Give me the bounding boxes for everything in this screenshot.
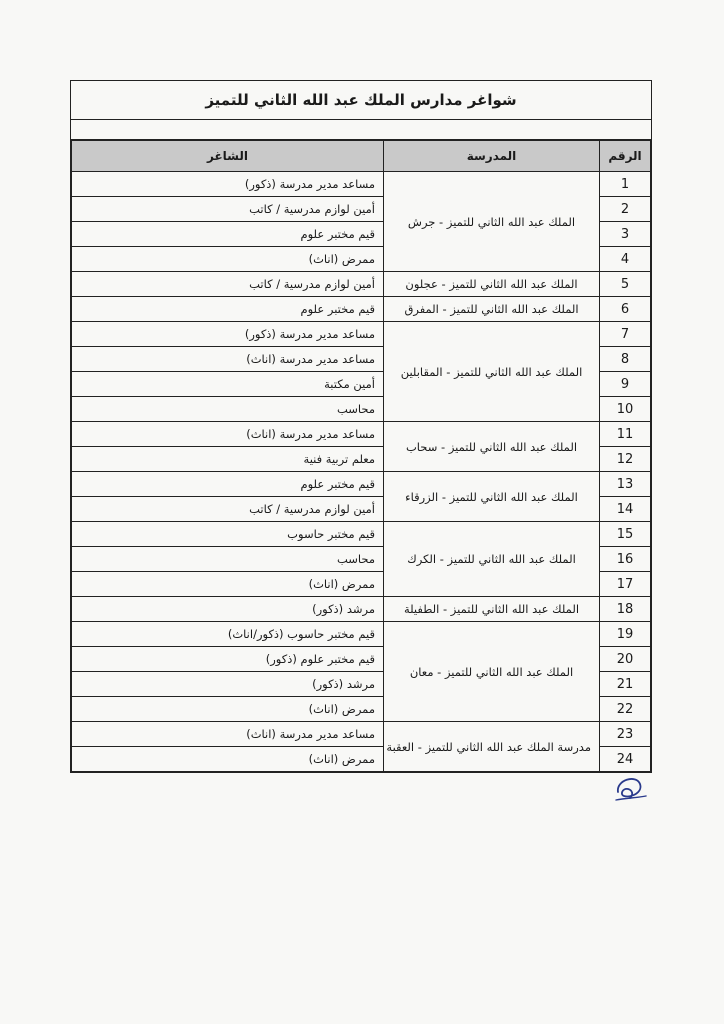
vacancy-title: معلم تربية فنية (72, 447, 384, 472)
vacancies-table (71, 140, 651, 772)
vacancy-title: مرشد (ذكور) (72, 672, 384, 697)
row-number: 9 (600, 372, 651, 397)
table-row (72, 622, 651, 647)
document-title: شواغر مدارس الملك عبد الله الثاني للتميز (71, 81, 651, 120)
table-row (72, 722, 651, 747)
table-row (72, 597, 651, 622)
school-name: الملك عبد الله الثاني للتميز - سحاب (384, 422, 600, 472)
vacancy-title: مساعد مدير مدرسة (ذكور) (72, 322, 384, 347)
row-number: 17 (600, 572, 651, 597)
table-body (72, 172, 651, 772)
row-number: 10 (600, 397, 651, 422)
row-number: 16 (600, 547, 651, 572)
vacancy-title: مساعد مدير مدرسة (اناث) (72, 347, 384, 372)
header-school: المدرسة (384, 141, 600, 172)
vacancy-title: مرشد (ذكور) (72, 597, 384, 622)
school-name: الملك عبد الله الثاني للتميز - المفرق (384, 297, 600, 322)
row-number: 23 (600, 722, 651, 747)
vacancy-title: أمين لوازم مدرسية / كاتب (72, 272, 384, 297)
blank-separator-row (71, 120, 651, 140)
row-number: 4 (600, 247, 651, 272)
school-name: الملك عبد الله الثاني للتميز - الزرقاء (384, 472, 600, 522)
vacancy-title: ممرض (اناث) (72, 697, 384, 722)
vacancy-title: قيم مختبر علوم (72, 472, 384, 497)
row-number: 19 (600, 622, 651, 647)
row-number: 7 (600, 322, 651, 347)
table-row (72, 322, 651, 347)
table-row (72, 172, 651, 197)
vacancy-title: ممرض (اناث) (72, 247, 384, 272)
row-number: 20 (600, 647, 651, 672)
vacancy-title: أمين لوازم مدرسية / كاتب (72, 197, 384, 222)
row-number: 3 (600, 222, 651, 247)
row-number: 2 (600, 197, 651, 222)
vacancy-title: قيم مختبر علوم (72, 297, 384, 322)
school-name: مدرسة الملك عبد الله الثاني للتميز - العقبة (384, 722, 600, 772)
row-number: 24 (600, 747, 651, 772)
vacancy-title: قيم مختبر حاسوب (ذكور/اناث) (72, 622, 384, 647)
vacancy-title: محاسب (72, 547, 384, 572)
vacancy-title: مساعد مدير مدرسة (اناث) (72, 422, 384, 447)
row-number: 8 (600, 347, 651, 372)
vacancy-title: ممرض (اناث) (72, 572, 384, 597)
vacancies-table-frame (70, 80, 652, 773)
row-number: 6 (600, 297, 651, 322)
row-number: 13 (600, 472, 651, 497)
vacancy-title: قيم مختبر حاسوب (72, 522, 384, 547)
vacancy-title: ممرض (اناث) (72, 747, 384, 772)
vacancy-title: أمين لوازم مدرسية / كاتب (72, 497, 384, 522)
row-number: 14 (600, 497, 651, 522)
school-name: الملك عبد الله الثاني للتميز - الطفيلة (384, 597, 600, 622)
vacancy-title: قيم مختبر علوم (72, 222, 384, 247)
vacancy-title: قيم مختبر علوم (ذكور) (72, 647, 384, 672)
row-number: 12 (600, 447, 651, 472)
table-row (72, 522, 651, 547)
header-number: الرقم (600, 141, 651, 172)
row-number: 22 (600, 697, 651, 722)
row-number: 15 (600, 522, 651, 547)
school-name: الملك عبد الله الثاني للتميز - معان (384, 622, 600, 722)
school-name: الملك عبد الله الثاني للتميز - المقابلين (384, 322, 600, 422)
vacancy-title: مساعد مدير مدرسة (ذكور) (72, 172, 384, 197)
vacancy-title: محاسب (72, 397, 384, 422)
vacancy-title: مساعد مدير مدرسة (اناث) (72, 722, 384, 747)
table-row (72, 297, 651, 322)
table-row (72, 422, 651, 447)
header-vacancy: الشاغر (72, 141, 384, 172)
row-number: 21 (600, 672, 651, 697)
row-number: 18 (600, 597, 651, 622)
row-number: 5 (600, 272, 651, 297)
school-name: الملك عبد الله الثاني للتميز - جرش (384, 172, 600, 272)
row-number: 11 (600, 422, 651, 447)
table-row (72, 472, 651, 497)
vacancy-title: أمين مكتبة (72, 372, 384, 397)
school-name: الملك عبد الله الثاني للتميز - عجلون (384, 272, 600, 297)
signature-mark (612, 770, 648, 806)
school-name: الملك عبد الله الثاني للتميز - الكرك (384, 522, 600, 597)
table-row (72, 272, 651, 297)
row-number: 1 (600, 172, 651, 197)
table-header-row (72, 141, 651, 172)
